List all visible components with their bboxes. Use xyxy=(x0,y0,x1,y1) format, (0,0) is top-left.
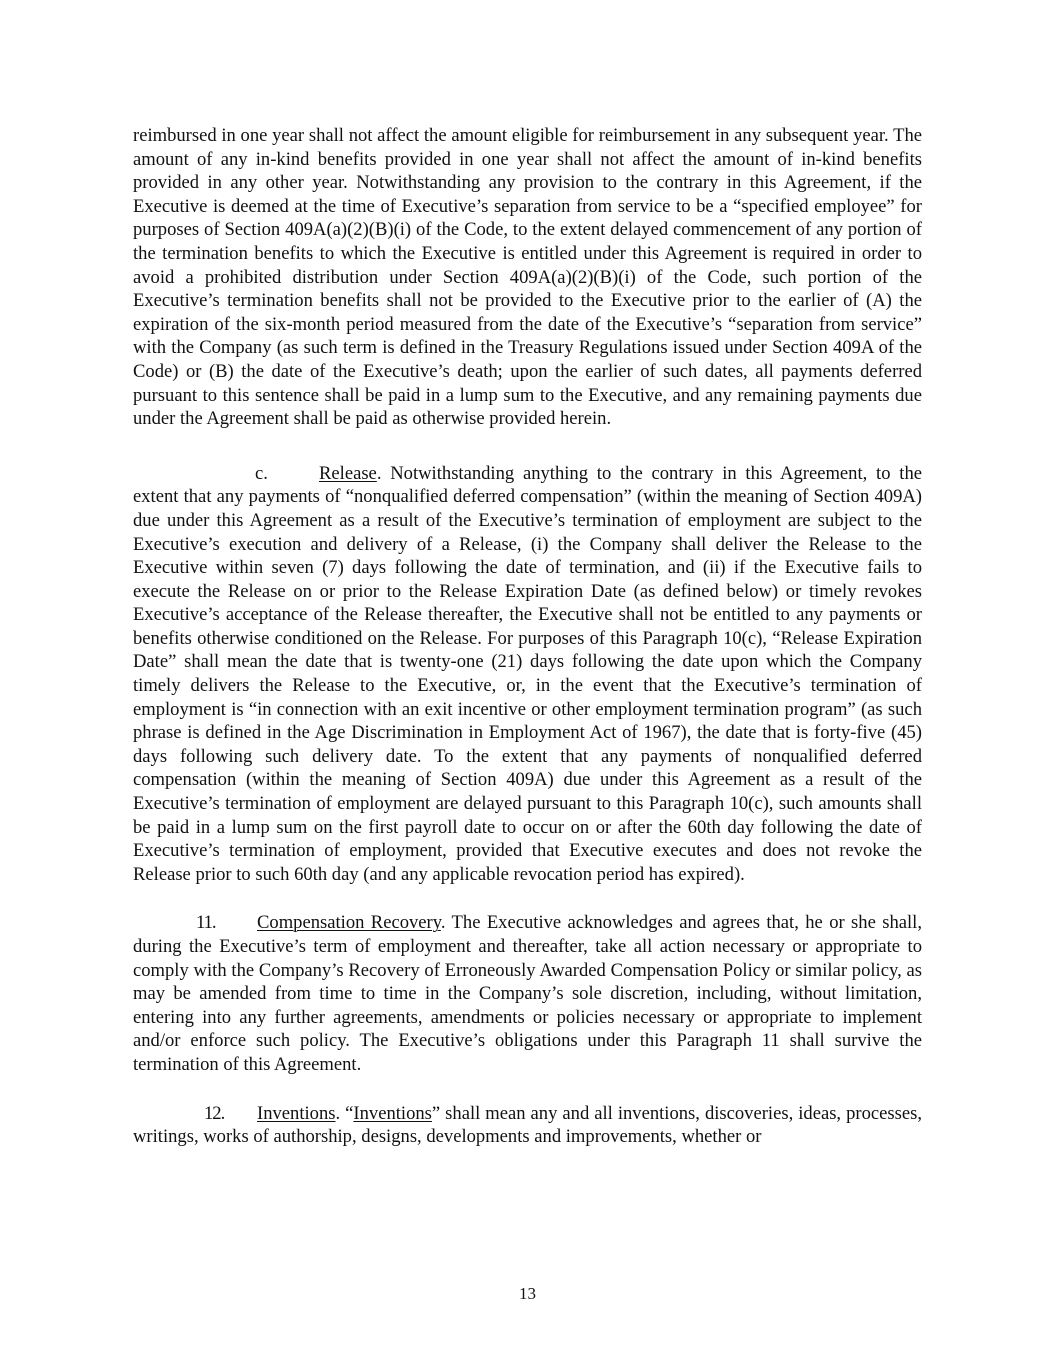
section-11-compensation-recovery-paragraph xyxy=(133,911,922,1076)
section-12-heading: Inventions xyxy=(257,1102,336,1124)
section-c-number: c. xyxy=(255,462,268,484)
section-12-inventions-paragraph xyxy=(133,1102,922,1149)
continuation-paragraph xyxy=(133,124,922,431)
section-12-defined-term: Inventions xyxy=(353,1102,432,1124)
document-body xyxy=(133,124,922,1149)
section-12-text-b: ” shall mean any and all inventions, discoveries, ideas, processes, writings, works of authorship, designs, developments and improvements, whether or xyxy=(133,1102,922,1148)
section-12-text-a: . “ xyxy=(335,1102,354,1124)
section-c-release-paragraph xyxy=(133,462,922,887)
page-number: 13 xyxy=(519,1284,536,1303)
section-c-heading: Release xyxy=(319,462,377,484)
section-11-text: . The Executive acknowledges and agrees that, he or she shall, during the Executive’s term of employment and thereafter, take all action necessary or appropriate to comply with the Company’s Recovery of Erroneously Awarded Compensation Policy or similar policy, as may be amended from time to time in the Company’s sole discretion, including, without limitation, entering into any further agreements, amendments or policies necessary or appropriate to implement and/or enforce such policy. The Executive’s obligations under this Paragraph 11 shall survive the termination of this Agreement. xyxy=(133,912,922,1075)
section-12-number: 12. xyxy=(204,1102,225,1124)
section-11-number: 11. xyxy=(196,912,216,934)
continuation-paragraph-text: reimbursed in one year shall not affect the amount eligible for reimbursement in any subsequent year. The amount of any in-kind benefits provided in one year shall not affect the amount of in-kind benefits provided in any other year. Notwithstanding any provision to the contrary in this Agreement, if the Executive is deemed at the time of Executive’s separation from service to be a “specified employee” for purposes of Section 409A(a)(2)(B)(i) of the Code, to the extent delayed commencement of any portion of the termination benefits to which the Executive is entitled under this Agreement is required in order to avoid a prohibited distribution under Section 409A(a)(2)(B)(i) of the Code, such portion of the Executive’s termination benefits shall not be provided to the Executive prior to the earlier of (A) the expiration of the six-month period measured from the date of the Executive’s “separation from service” with the Company (as such term is defined in the Treasury Regulations issued under Section 409A of the Code) or (B) the date of the Executive’s death; upon the earlier of such dates, all payments deferred pursuant to this sentence shall be paid in a lump sum to the Executive, and any remaining payments due under the Agreement shall be paid as otherwise provided herein. xyxy=(133,125,922,430)
section-11-heading: Compensation Recovery xyxy=(257,912,441,934)
section-c-text: . Notwithstanding anything to the contrary in this Agreement, to the extent that any payments of “nonqualified deferred compensation” (within the meaning of Section 409A) due under this Agreement as a result of the Executive’s termination of employment are subject to the Executive’s execution and delivery of a Release, (i) the Company shall deliver the Release to the Executive within seven (7) days following the date of termination, and (ii) if the Executive fails to execute the Release on or prior to the Release Expiration Date (as defined below) or timely revokes Executive’s acceptance of the Release thereafter, the Executive shall not be entitled to any payments or benefits otherwise conditioned on the Release. For purposes of this Paragraph 10(c), “Release Expiration Date” shall mean the date that is twenty-one (21) days following the date upon which the Company timely delivers the Release to the Executive, or, in the event that the Executive’s termination of employment is “in connection with an exit incentive or other employment termination program” (as such phrase is defined in the Age Discrimination in Employment Act of 1967), the date that is forty-five (45) days following such delivery date. To the extent that any payments of nonqualified deferred compensation (within the meaning of Section 409A) due under this Agreement as a result of the Executive’s termination of employment are delayed pursuant to this Paragraph 10(c), such amounts shall be paid in a lump sum on the first payroll date to occur on or after the 60th day following the date of Executive’s termination of employment, provided that Executive executes and does not revoke the Release prior to such 60th day (and any applicable revocation period has expired). xyxy=(133,462,922,885)
